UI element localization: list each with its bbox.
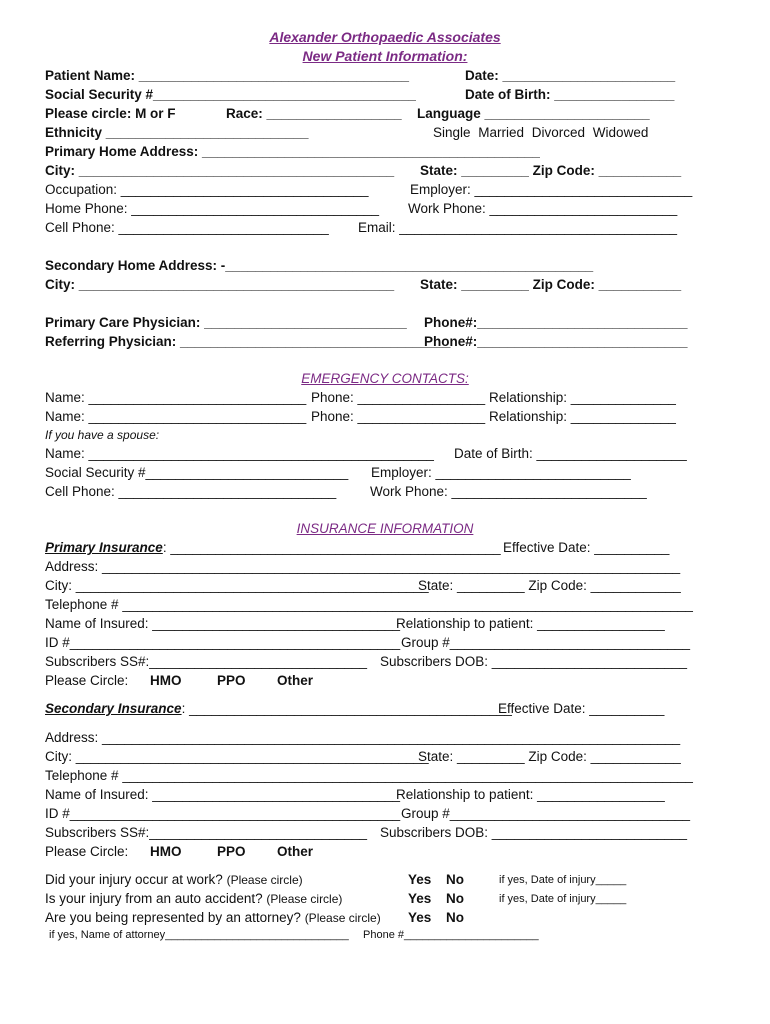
state-zip2-field[interactable]: State: _________ Zip Code: ___________ bbox=[420, 277, 682, 292]
auto-yes-option[interactable]: Yes bbox=[408, 891, 432, 906]
sex-circle[interactable]: Please circle: M or F bbox=[45, 106, 176, 121]
secondary-relationship-field[interactable]: Relationship to patient: _________________ bbox=[396, 787, 665, 802]
spouse-dob-field[interactable]: Date of Birth: ____________________ bbox=[454, 446, 687, 461]
primary-ppo-option[interactable]: PPO bbox=[217, 673, 246, 688]
secondary-insured-field[interactable]: Name of Insured: _________________________________ bbox=[45, 787, 401, 802]
spouse-cell-field[interactable]: Cell Phone: _____________________________ bbox=[45, 484, 337, 499]
home-phone-field[interactable]: Home Phone: _________________________________ bbox=[45, 201, 380, 216]
secondary-address-field[interactable]: Secondary Home Address: -_________________________________________________ bbox=[45, 258, 594, 273]
question-attorney bbox=[45, 909, 381, 927]
emergency-phone-1[interactable]: Phone: _________________ bbox=[311, 390, 486, 405]
secondary-address-field[interactable]: Address: _____________________________________________________________________________ bbox=[45, 730, 681, 745]
emergency-heading: EMERGENCY CONTACTS: bbox=[301, 371, 469, 386]
attorney-yes-option[interactable]: Yes bbox=[408, 910, 432, 925]
referring-physician-field[interactable]: Referring Physician: ____________________________________ bbox=[45, 334, 451, 349]
emergency-name-2[interactable]: Name: _____________________________ bbox=[45, 409, 307, 424]
primary-effective-date[interactable]: Effective Date: __________ bbox=[503, 540, 670, 555]
secondary-insurance-line[interactable]: : ___________________________________________ bbox=[181, 701, 512, 716]
work-phone-field[interactable]: Work Phone: _________________________ bbox=[408, 201, 678, 216]
emergency-name-1[interactable]: Name: _____________________________ bbox=[45, 390, 307, 405]
state-zip-field[interactable]: State: _________ Zip Code: ___________ bbox=[420, 163, 682, 178]
primary-sub-ssn-field[interactable]: Subscribers SS#:_____________________________ bbox=[45, 654, 368, 669]
primary-address-field[interactable]: Primary Home Address: _____________________________________________ bbox=[45, 144, 540, 159]
attorney-no-option[interactable]: No bbox=[446, 910, 464, 925]
primary-hmo-option[interactable]: HMO bbox=[150, 673, 182, 688]
dob-field[interactable]: Date of Birth: ________________ bbox=[465, 87, 675, 102]
primary-state-zip-field[interactable]: State: _________ Zip Code: ____________ bbox=[418, 578, 681, 593]
secondary-state-zip-field[interactable]: State: _________ Zip Code: ____________ bbox=[418, 749, 681, 764]
question-work-text: Did your injury occur at work? bbox=[45, 872, 223, 887]
secondary-telephone-field[interactable]: Telephone # ____________________________________________________________________________ bbox=[45, 768, 693, 783]
primary-group-field[interactable]: Group #________________________________ bbox=[401, 635, 691, 650]
pcp-phone-field[interactable]: Phone#:____________________________ bbox=[424, 315, 688, 330]
secondary-ppo-option[interactable]: PPO bbox=[217, 844, 246, 859]
date-field[interactable]: Date: _______________________ bbox=[465, 68, 676, 83]
secondary-hmo-option[interactable]: HMO bbox=[150, 844, 182, 859]
secondary-circle-label: Please Circle: bbox=[45, 844, 129, 859]
work-yes-option[interactable]: Yes bbox=[408, 872, 432, 887]
marital-status-options[interactable]: Single Married Divorced Widowed bbox=[433, 125, 649, 140]
question-attorney-text: Are you being represented by an attorney? bbox=[45, 910, 301, 925]
form-title: New Patient Information: bbox=[302, 48, 468, 64]
language-field[interactable]: Language ______________________ bbox=[417, 106, 650, 121]
spouse-employer-field[interactable]: Employer: __________________________ bbox=[371, 465, 631, 480]
primary-insurance-line[interactable]: : ____________________________________________ bbox=[162, 540, 501, 555]
spouse-note: If you have a spouse: bbox=[45, 428, 160, 442]
employer-field[interactable]: Employer: _____________________________ bbox=[410, 182, 693, 197]
secondary-city-field[interactable]: City: _______________________________________________ bbox=[45, 749, 429, 764]
primary-sub-dob-field[interactable]: Subscribers DOB: __________________________ bbox=[380, 654, 687, 669]
question-auto-note: (Please circle) bbox=[266, 892, 343, 906]
secondary-sub-dob-field[interactable]: Subscribers DOB: __________________________ bbox=[380, 825, 687, 840]
spouse-ssn-field[interactable]: Social Security #___________________________ bbox=[45, 465, 349, 480]
primary-relationship-field[interactable]: Relationship to patient: _________________ bbox=[396, 616, 665, 631]
question-work-note: (Please circle) bbox=[226, 873, 303, 887]
patient-name-field[interactable]: Patient Name: ____________________________________ bbox=[45, 68, 410, 83]
race-field[interactable]: Race: __________________ bbox=[226, 106, 402, 121]
work-no-option[interactable]: No bbox=[446, 872, 464, 887]
insurance-heading: INSURANCE INFORMATION bbox=[296, 521, 474, 536]
pcp-field[interactable]: Primary Care Physician: ___________________________ bbox=[45, 315, 407, 330]
referring-phone-field[interactable]: Phone#:____________________________ bbox=[424, 334, 688, 349]
cell-phone-field[interactable]: Cell Phone: ____________________________ bbox=[45, 220, 329, 235]
secondary-group-field[interactable]: Group #________________________________ bbox=[401, 806, 691, 821]
org-name: Alexander Orthopaedic Associates bbox=[269, 29, 501, 45]
secondary-sub-ssn-field[interactable]: Subscribers SS#:_____________________________ bbox=[45, 825, 368, 840]
emergency-relationship-1[interactable]: Relationship: ______________ bbox=[489, 390, 676, 405]
secondary-effective-date[interactable]: Effective Date: __________ bbox=[498, 701, 665, 716]
primary-telephone-field[interactable]: Telephone # ____________________________________________________________________________ bbox=[45, 597, 693, 612]
question-auto-text: Is your injury from an auto accident? bbox=[45, 891, 263, 906]
attorney-phone-field[interactable]: Phone #______________________ bbox=[363, 929, 539, 941]
primary-circle-label: Please Circle: bbox=[45, 673, 129, 688]
question-auto-accident bbox=[45, 890, 342, 908]
email-field[interactable]: Email: _____________________________________ bbox=[358, 220, 678, 235]
emergency-relationship-2[interactable]: Relationship: ______________ bbox=[489, 409, 676, 424]
secondary-other-option[interactable]: Other bbox=[277, 844, 314, 859]
spouse-name-field[interactable]: Name: ______________________________________________ bbox=[45, 446, 434, 461]
primary-other-option[interactable]: Other bbox=[277, 673, 314, 688]
work-injury-date-field[interactable]: if yes, Date of injury_____ bbox=[499, 874, 627, 886]
primary-address-field[interactable]: Address: _____________________________________________________________________________ bbox=[45, 559, 681, 574]
auto-no-option[interactable]: No bbox=[446, 891, 464, 906]
spouse-work-field[interactable]: Work Phone: __________________________ bbox=[370, 484, 647, 499]
question-attorney-note: (Please circle) bbox=[304, 911, 381, 925]
primary-insurance-label: Primary Insurance bbox=[45, 540, 163, 555]
occupation-field[interactable]: Occupation: _________________________________ bbox=[45, 182, 369, 197]
question-work-injury bbox=[45, 871, 303, 889]
attorney-name-field[interactable]: if yes, Name of attorney______________________________ bbox=[49, 929, 349, 941]
secondary-insurance-row[interactable] bbox=[45, 700, 512, 717]
ssn-field[interactable]: Social Security #___________________________________ bbox=[45, 87, 416, 102]
auto-injury-date-field[interactable]: if yes, Date of injury_____ bbox=[499, 893, 627, 905]
ethnicity-field[interactable]: Ethnicity ___________________________ bbox=[45, 125, 309, 140]
city2-field[interactable]: City: __________________________________________ bbox=[45, 277, 395, 292]
secondary-id-field[interactable]: ID #____________________________________________ bbox=[45, 806, 401, 821]
primary-insurance-row[interactable] bbox=[45, 539, 501, 556]
secondary-insurance-label: Secondary Insurance bbox=[45, 701, 182, 716]
primary-insured-field[interactable]: Name of Insured: _________________________________ bbox=[45, 616, 401, 631]
primary-id-field[interactable]: ID #____________________________________________ bbox=[45, 635, 401, 650]
city-field[interactable]: City: __________________________________________ bbox=[45, 163, 395, 178]
primary-city-field[interactable]: City: _______________________________________________ bbox=[45, 578, 429, 593]
emergency-phone-2[interactable]: Phone: _________________ bbox=[311, 409, 486, 424]
